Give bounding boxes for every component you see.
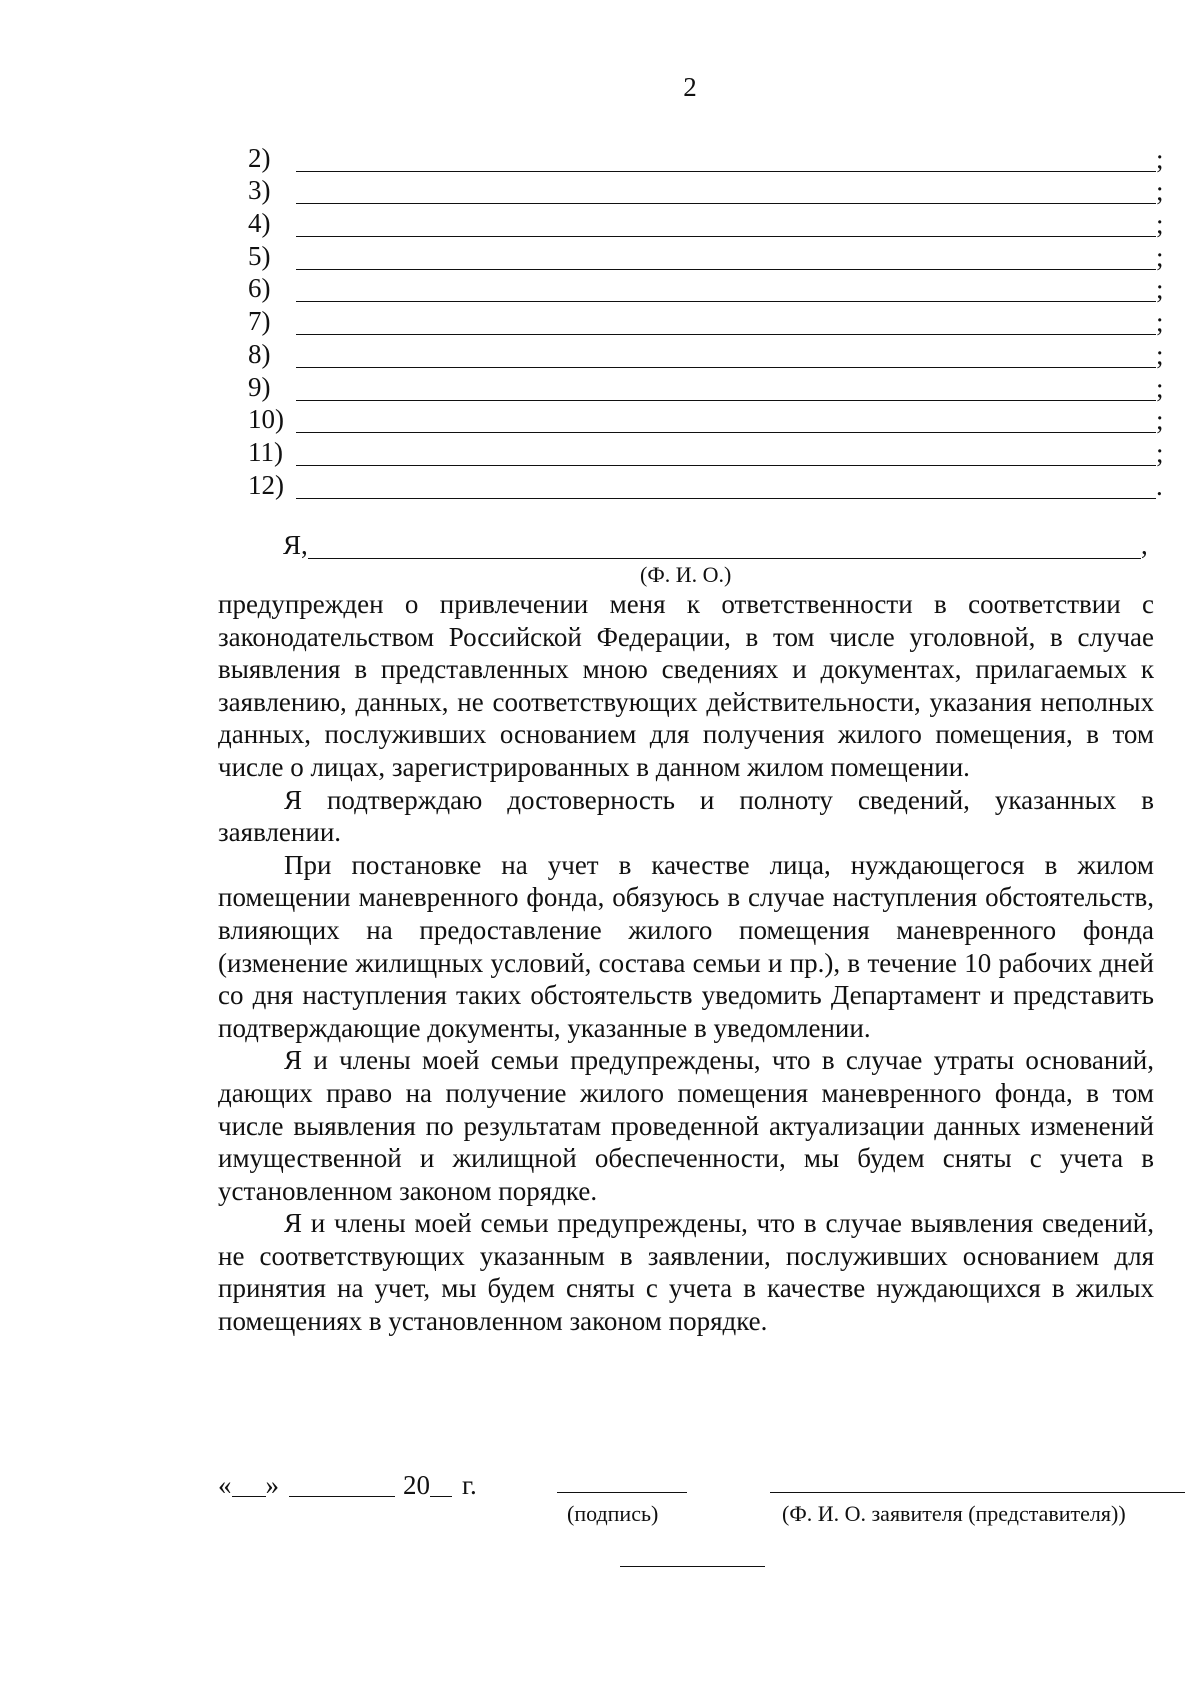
item-terminator: . xyxy=(1156,470,1163,501)
item-terminator: ; xyxy=(1156,209,1164,240)
paragraph-obligation: При постановке на учет в качестве лица, нуждающегося в жилом помещении маневренного фонда, обязуюсь в случае наступления обстоятельств, влияющих на предоставление жилого помещения маневренного фонда (изменение жилищных условий, состава семьи и пр.), в течение 10 рабочих дней со дня наступления таких обстоятельств уведомить Департамент и представить подтверждающие документы, указанные в уведомлении. xyxy=(218,849,1154,1043)
item-terminator: ; xyxy=(1156,176,1164,207)
declarant-comma: , xyxy=(1141,530,1148,560)
item-number: 12) xyxy=(248,469,284,500)
blank-line[interactable] xyxy=(296,476,1156,499)
item-terminator: ; xyxy=(1156,372,1164,403)
signature-caption: (подпись) xyxy=(567,1501,659,1526)
end-divider xyxy=(620,1566,765,1567)
date-field xyxy=(218,1470,477,1501)
year-blank[interactable] xyxy=(430,1474,452,1497)
day-blank[interactable] xyxy=(232,1474,266,1497)
blank-line[interactable] xyxy=(296,247,1156,270)
list-item[interactable] xyxy=(248,371,1168,404)
year-prefix: 20 xyxy=(403,1470,430,1500)
list-item[interactable] xyxy=(248,175,1168,208)
month-blank[interactable] xyxy=(289,1474,395,1497)
blank-line[interactable] xyxy=(296,214,1156,237)
list-item[interactable] xyxy=(248,404,1168,437)
paragraph-loss-of-grounds: Я и члены моей семьи предупреждены, что в случае утраты оснований, дающих право на получение жилого помещения маневренного фонда, в том числе выявления по результатам проведенной актуализации данных изменений имущественной и жилищной обеспеченности, мы будем сняты с учета в установленном законом порядке. xyxy=(218,1045,1154,1206)
year-suffix: г. xyxy=(462,1470,477,1500)
blank-line[interactable] xyxy=(296,345,1156,368)
item-number: 9) xyxy=(248,371,271,402)
blank-line[interactable] xyxy=(296,181,1156,204)
item-terminator: ; xyxy=(1156,405,1164,436)
blank-line[interactable] xyxy=(296,443,1156,466)
item-number: 7) xyxy=(248,306,271,337)
item-terminator: ; xyxy=(1156,437,1164,468)
list-item[interactable] xyxy=(248,240,1168,273)
item-terminator: ; xyxy=(1156,274,1164,305)
blank-line[interactable] xyxy=(296,378,1156,401)
list-item[interactable] xyxy=(248,207,1168,240)
item-number: 5) xyxy=(248,240,271,271)
blank-line[interactable] xyxy=(296,279,1156,302)
declarant-name-blank[interactable] xyxy=(308,536,1141,559)
applicant-name-blank[interactable] xyxy=(770,1492,1185,1493)
blank-line[interactable] xyxy=(296,312,1156,335)
item-terminator: ; xyxy=(1156,143,1164,174)
item-number: 6) xyxy=(248,273,271,304)
blank-line[interactable] xyxy=(296,410,1156,433)
page-number: 2 xyxy=(683,72,697,102)
declarant-label: Я, xyxy=(283,530,308,560)
item-number: 3) xyxy=(248,175,271,206)
numbered-list xyxy=(248,142,1168,502)
item-number: 4) xyxy=(248,208,271,239)
list-item[interactable] xyxy=(248,305,1168,338)
item-number: 2) xyxy=(248,142,271,173)
item-number: 10) xyxy=(248,404,284,435)
list-item[interactable] xyxy=(248,273,1168,306)
fio-caption: (Ф. И. О.) xyxy=(640,562,732,587)
signature-blank[interactable] xyxy=(557,1492,687,1493)
list-item[interactable] xyxy=(248,469,1168,502)
item-terminator: ; xyxy=(1156,339,1164,370)
date-close-quote: » xyxy=(265,1470,279,1500)
paragraph-liability: предупрежден о привлечении меня к ответственности в соответствии с законодательством Российской Федерации, в том числе уголовной, в случае выявления в представленных мною сведениях и документах, прилагаемых к заявлению, данных, не соответствующих действительности, указания неполных данных, послуживших основанием для получения жилого помещения, в том числе о лицах, зарегистрированных в данном жилом помещении. xyxy=(218,589,1154,782)
list-item[interactable] xyxy=(248,338,1168,371)
date-open-quote: « xyxy=(218,1470,232,1500)
blank-line[interactable] xyxy=(296,149,1156,172)
paragraph-false-info: Я и члены моей семьи предупреждены, что в случае выявления сведений, не соответствующих указанным в заявлении, послуживших основанием для принятия на учет, мы будем сняты с учета в качестве нуждающихся в жилых помещениях в установленном законом порядке. xyxy=(218,1208,1154,1337)
item-number: 8) xyxy=(248,338,271,369)
declarant-name-field[interactable] xyxy=(283,530,1153,563)
list-item[interactable] xyxy=(248,436,1168,469)
declaration-text xyxy=(218,588,1154,1338)
item-terminator: ; xyxy=(1156,241,1164,272)
list-item[interactable] xyxy=(248,142,1168,175)
item-terminator: ; xyxy=(1156,307,1164,338)
paragraph-confirmation: Я подтверждаю достоверность и полноту сведений, указанных в заявлении. xyxy=(218,784,1154,848)
item-number: 11) xyxy=(248,436,283,467)
applicant-caption: (Ф. И. О. заявителя (представителя)) xyxy=(782,1501,1126,1526)
